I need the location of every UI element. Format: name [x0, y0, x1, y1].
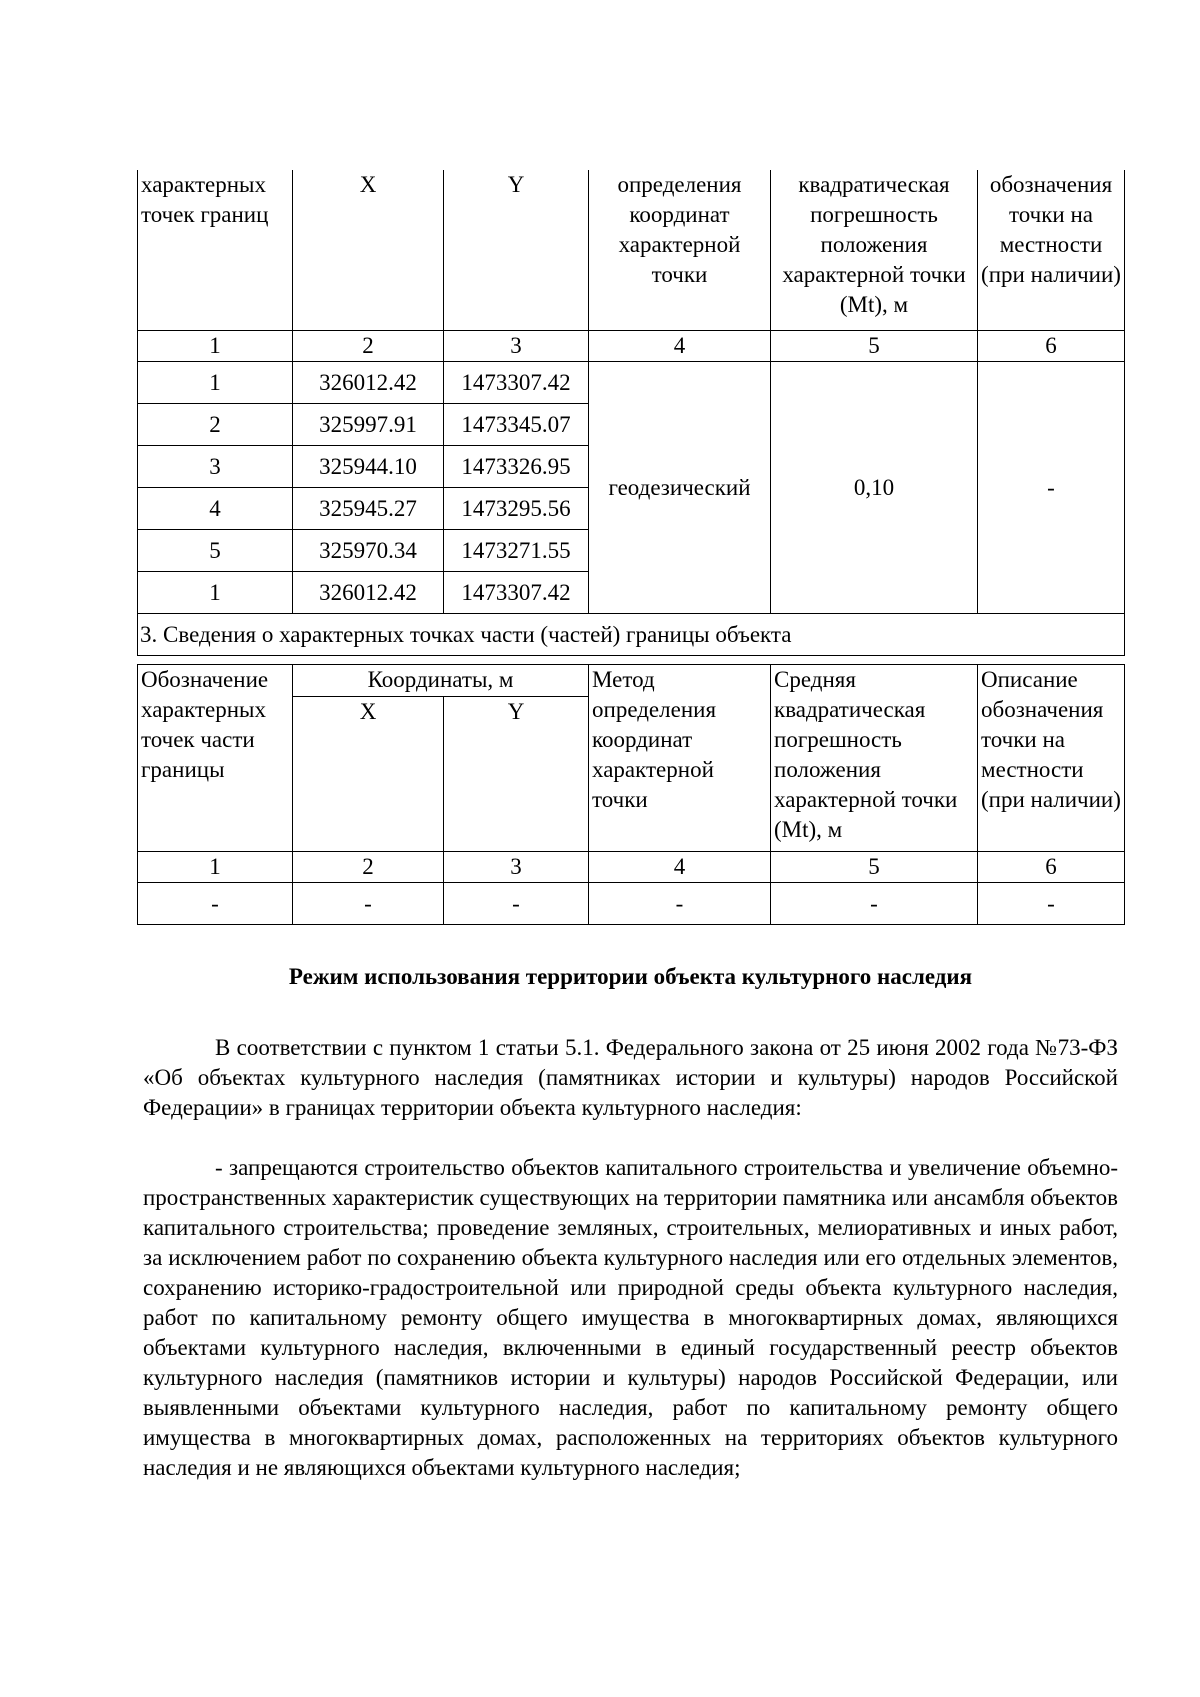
coord-x: 325944.10 — [293, 446, 444, 488]
paragraph-intro: В соответствии с пунктом 1 статьи 5.1. Федерального закона от 25 июня 2002 года №73-ФЗ «Об объектах культурного наследия (памятниках истории и культуры) народов Российской Федерации» в границах территории объекта культурного наследия: — [143, 1035, 1118, 1120]
column-number: 6 — [978, 331, 1125, 362]
header-accuracy: Средняя квадратическая погрешность положения характерной точки (Mt), м — [771, 665, 978, 852]
header-method: Метод определения координат характерной точки — [589, 665, 771, 852]
point-number: 5 — [138, 530, 293, 572]
point-number: 1 — [138, 572, 293, 614]
method-cell: геодезический — [589, 362, 771, 614]
coord-y: 1473271.55 — [444, 530, 589, 572]
paragraph-restrictions: - запрещаются строительство объектов капитального строительства и увеличение объемно-пространственных характеристик существующих на территории памятника или ансамбля объектов капитального строительства; проведение земляных, строительных, мелиоративных и иных работ, за исключением работ по сохранению объекта культурного наследия или его отдельных элементов, сохранению историко-градостроительной или природной среды объекта культурного наследия, работ по капитальному ремонту общего имущества в многоквартирных домах, являющихся объектами культурного наследия, включенными в единый государственный реестр объектов культурного наследия (памятников истории и культуры) народов Российской Федерации, или выявленными объектами культурного наследия, работ по капитальному ремонту общего имущества в многоквартирных домах, расположенных на территориях объектов культурного наследия и не являющихся объектами культурного наследия; — [143, 1155, 1118, 1480]
column-number: 4 — [589, 331, 771, 362]
column-number-row — [138, 852, 1125, 883]
coord-x: 325945.27 — [293, 488, 444, 530]
coord-y: 1473307.42 — [444, 362, 589, 404]
header-x: X — [293, 697, 444, 852]
column-number: 5 — [771, 852, 978, 883]
empty-cell: - — [293, 883, 444, 925]
header-x: X — [293, 170, 444, 331]
column-number: 3 — [444, 852, 589, 883]
accuracy-cell: 0,10 — [771, 362, 978, 614]
coord-x: 326012.42 — [293, 362, 444, 404]
column-number: 2 — [293, 331, 444, 362]
header-description: обозначения точки на местности (при наличии) — [978, 170, 1125, 331]
column-number: 1 — [138, 852, 293, 883]
empty-cell: - — [771, 883, 978, 925]
column-number: 5 — [771, 331, 978, 362]
empty-cell: - — [978, 883, 1125, 925]
header-method: определения координат характерной точки — [589, 170, 771, 331]
empty-cell: - — [138, 883, 293, 925]
coord-y: 1473326.95 — [444, 446, 589, 488]
table-header-row — [138, 665, 1125, 697]
coord-y: 1473295.56 — [444, 488, 589, 530]
table-row — [138, 883, 1125, 925]
column-number-row — [138, 331, 1125, 362]
coord-x: 326012.42 — [293, 572, 444, 614]
point-number: 2 — [138, 404, 293, 446]
column-number: 3 — [444, 331, 589, 362]
header-y: Y — [444, 697, 589, 852]
description-cell: - — [978, 362, 1125, 614]
table-header-row — [138, 170, 1125, 331]
header-y: Y — [444, 170, 589, 331]
header-description: Описание обозначения точки на местности (при наличии) — [978, 665, 1125, 852]
empty-cell: - — [589, 883, 771, 925]
table-row — [138, 362, 1125, 404]
point-number: 1 — [138, 362, 293, 404]
part-boundary-points-table — [137, 664, 1125, 925]
column-number: 2 — [293, 852, 444, 883]
header-point-designation: Обозначение характерных точек части границы — [138, 665, 293, 852]
header-accuracy: квадратическая погрешность положения характерной точки (Mt), м — [771, 170, 978, 331]
column-number: 6 — [978, 852, 1125, 883]
column-number: 1 — [138, 331, 293, 362]
section-title: 3. Сведения о характерных точках части (частей) границы объекта — [138, 614, 1125, 656]
point-number: 4 — [138, 488, 293, 530]
empty-cell: - — [444, 883, 589, 925]
coord-x: 325997.91 — [293, 404, 444, 446]
coord-y: 1473345.07 — [444, 404, 589, 446]
coord-x: 325970.34 — [293, 530, 444, 572]
coord-y: 1473307.42 — [444, 572, 589, 614]
header-coordinates: Координаты, м — [293, 665, 589, 697]
header-point-designation: характерных точек границ — [138, 170, 293, 331]
section-heading: Режим использования территории объекта культурного наследия — [288, 964, 973, 989]
column-number: 4 — [589, 852, 771, 883]
boundary-points-table — [137, 170, 1125, 656]
point-number: 3 — [138, 446, 293, 488]
section-title-row — [138, 614, 1125, 656]
